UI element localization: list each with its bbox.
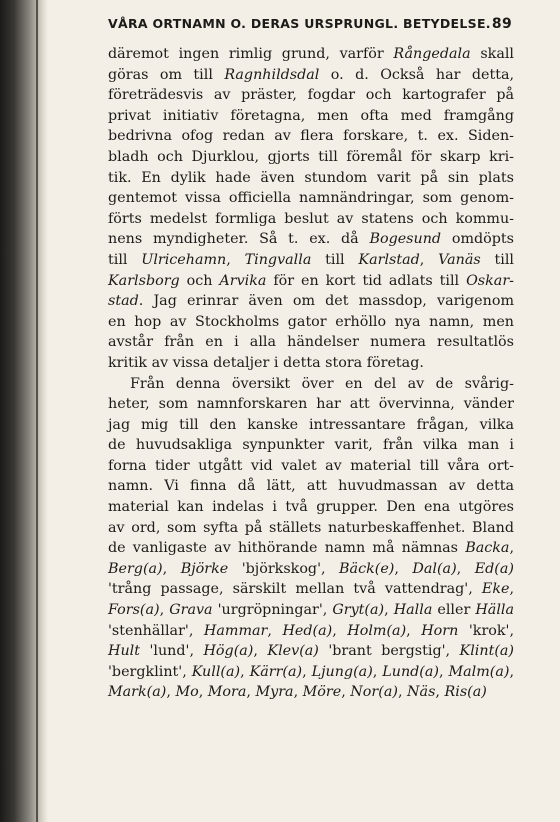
text-run: till (480, 251, 514, 268)
text-run: skall (470, 46, 514, 62)
text-line (108, 394, 514, 415)
text-run: , (509, 540, 514, 557)
italic-place-name: Backa (465, 540, 510, 557)
italic-place-name: Eke (481, 581, 510, 598)
italic-place-name: Myra (255, 684, 294, 701)
italic-place-name: Kärr(a) (249, 663, 303, 680)
text-line (108, 353, 514, 374)
italic-place-name: Mo (175, 684, 199, 701)
text-run: , (406, 622, 422, 639)
text-line (108, 497, 514, 518)
italic-place-name: Tingvalla (244, 251, 312, 268)
text-run: , (509, 581, 514, 598)
text-line (108, 106, 514, 127)
text-run: , (384, 602, 394, 619)
text-run: avstår från en i alla händelser numera resultatlös (108, 334, 514, 351)
italic-place-name: Hult (108, 643, 140, 660)
text-line (108, 559, 514, 580)
text-run: , (166, 684, 176, 701)
text-line (108, 188, 514, 209)
italic-place-name: Bäck(e) (339, 560, 395, 577)
text-line (108, 332, 514, 353)
text-run: , (509, 663, 514, 680)
italic-place-name: Hed(a) (282, 622, 333, 639)
text-run: privat initiativ företagna, men ofta med framgång (108, 107, 514, 124)
italic-place-name: Mark(a) (108, 684, 167, 701)
text-run: de vanligaste av hithörande namn må nämnas (108, 540, 466, 557)
text-line (108, 44, 514, 65)
text-run: , (159, 602, 170, 619)
text-run: forna tider utgått vid valet av material till våra ort- (108, 457, 514, 474)
text-run: , (332, 622, 348, 639)
text-run: , (198, 684, 208, 701)
text-line (108, 518, 514, 539)
text-run: eller (432, 602, 476, 619)
text-line (108, 291, 514, 312)
text-line (108, 579, 514, 600)
text-line (108, 250, 514, 271)
text-line (108, 682, 514, 703)
text-run: , (302, 663, 312, 680)
text-run: , (397, 684, 408, 701)
text-run: bedrivna ofog redan av flera forskare, t. ex. Siden- (108, 128, 514, 145)
text-run: bladh och Djurklou, gjorts till föremål för skarp kri- (108, 148, 514, 165)
italic-place-name: Berg(a) (108, 560, 163, 577)
text-line (108, 374, 514, 395)
text-run: , (293, 684, 303, 701)
text-line (108, 147, 514, 168)
text-run: , (240, 663, 250, 680)
text-run: , (419, 251, 439, 268)
italic-place-name: Fors(a) (108, 602, 160, 619)
italic-place-name: Grava (169, 602, 213, 619)
text-run: till (108, 251, 142, 268)
text-run: . Jag erinrar även om det massdop, varigenom (138, 293, 514, 310)
page-number: 89 (491, 16, 512, 32)
italic-place-name: Klev(a) (267, 643, 319, 660)
text-run: , (341, 684, 351, 701)
text-run: tik. En dylik hade även stundom varit på sin plats (108, 169, 514, 186)
text-run: 'urgröpningar', (212, 602, 333, 619)
italic-place-name: Nor(a) (350, 684, 398, 701)
italic-place-name: Dal(a) (412, 560, 457, 577)
text-line (108, 600, 514, 621)
text-line (108, 621, 514, 642)
text-run: förts medelst formliga beslut av statens och kommu- (108, 210, 514, 227)
body-text (108, 44, 514, 703)
italic-place-name: Malm(a) (448, 663, 510, 680)
italic-place-name: Näs (407, 684, 436, 701)
text-line (108, 641, 514, 662)
text-line (108, 312, 514, 333)
text-run: Från denna översikt över en del av de svårig- (130, 375, 514, 392)
running-header (108, 16, 512, 32)
text-run: företrädesvis av präster, fogdar och kartografer på (108, 87, 514, 104)
text-run: kritik av vissa detaljer i detta stora företag. (108, 354, 424, 371)
text-run: nens myndigheter. Så t. ex. då (108, 231, 370, 248)
italic-place-name: stad (108, 293, 139, 310)
italic-place-name: Arvika (219, 272, 267, 289)
text-run: de huvudsakliga synpunkter varit, från vilka man i (108, 437, 514, 454)
text-run: , (372, 663, 383, 680)
italic-place-name: Klint(a) (459, 643, 515, 660)
text-run: o. d. Också har detta, (319, 66, 515, 83)
italic-place-name: Hammar (203, 622, 268, 639)
text-run: material kan indelas i två grupper. Den ena utgöres (108, 499, 514, 516)
text-run: , (435, 684, 445, 701)
text-line (108, 229, 514, 250)
text-line (108, 456, 514, 477)
book-gutter-shadow (0, 0, 48, 822)
italic-place-name: Karlsborg (108, 272, 180, 289)
text-run: 'bergklint', (108, 663, 192, 680)
text-run: 'krok', (458, 622, 515, 639)
italic-place-name: Kull(a) (191, 663, 241, 680)
text-run: en hop av Stockholms gator erhöllo nya namn, men (108, 313, 514, 330)
italic-place-name: Gryt(a) (332, 602, 385, 619)
italic-place-name: Hälla (475, 602, 514, 619)
italic-place-name: Möre (302, 684, 342, 701)
italic-place-name: Ed(a) (474, 560, 514, 577)
italic-place-name: Ragnhildsdal (224, 66, 320, 83)
text-line (108, 65, 514, 86)
text-run: , (162, 560, 181, 577)
text-run: 'björkskog', (228, 560, 340, 577)
text-run: till (311, 251, 359, 268)
italic-place-name: Vanäs (438, 251, 481, 268)
text-run: gentemot vissa officiella namnändringar, som genom- (108, 190, 514, 207)
text-run: , (253, 643, 268, 660)
text-run: , (226, 251, 245, 268)
text-line (108, 168, 514, 189)
text-run: för en kort tid adlats till (266, 272, 467, 289)
text-line (108, 126, 514, 147)
text-line (108, 85, 514, 106)
italic-place-name: Ljung(a) (311, 663, 373, 680)
text-run: omdöpts (441, 231, 514, 248)
italic-place-name: Ris(a) (444, 684, 487, 701)
italic-place-name: Halla (393, 602, 433, 619)
text-run: 'trång passage, särskilt mellan två vattendrag', (108, 581, 482, 598)
text-run: göras om till (108, 66, 225, 83)
text-run: och (179, 272, 220, 289)
italic-place-name: Ulricehamn (141, 251, 227, 268)
text-line (108, 271, 514, 292)
text-run: , (439, 663, 449, 680)
text-run: namn. Vi finna då lätt, att huvudmassan av detta (108, 478, 514, 495)
book-spine-line (36, 0, 38, 822)
text-run: , (394, 560, 413, 577)
text-run: jag mig till den kanske intressantare frågan, vilka (108, 416, 514, 433)
running-title: VÅRA ORTNAMN O. DERAS URSPRUNGL. BETYDELSE. (108, 16, 491, 31)
italic-place-name: Rångedala (393, 46, 471, 62)
text-run: 'brant bergstig', (318, 643, 460, 660)
italic-place-name: Holm(a) (347, 622, 407, 639)
text-run: 'stenhällar', (108, 622, 204, 639)
italic-place-name: Hög(a) (203, 643, 254, 660)
text-line (108, 415, 514, 436)
text-line (108, 209, 514, 230)
text-run: 'lund', (140, 643, 204, 660)
text-line (108, 435, 514, 456)
text-run: däremot ingen rimlig grund, varför (108, 46, 394, 62)
italic-place-name: Karlstad (358, 251, 420, 268)
text-line (108, 476, 514, 497)
italic-place-name: Oskar- (466, 272, 514, 289)
text-line (108, 662, 514, 683)
italic-place-name: Björke (180, 560, 229, 577)
italic-place-name: Bogesund (369, 231, 442, 248)
text-run: heter, som namnforskaren har att övervinna, vänder (108, 396, 514, 413)
italic-place-name: Lund(a) (382, 663, 439, 680)
text-run: , (456, 560, 475, 577)
text-run: , (246, 684, 256, 701)
text-run: , (267, 622, 283, 639)
text-run: av ord, som syfta på ställets naturbeskaffenhet. Bland (108, 519, 514, 536)
text-line (108, 538, 514, 559)
italic-place-name: Horn (421, 622, 459, 639)
italic-place-name: Mora (207, 684, 247, 701)
